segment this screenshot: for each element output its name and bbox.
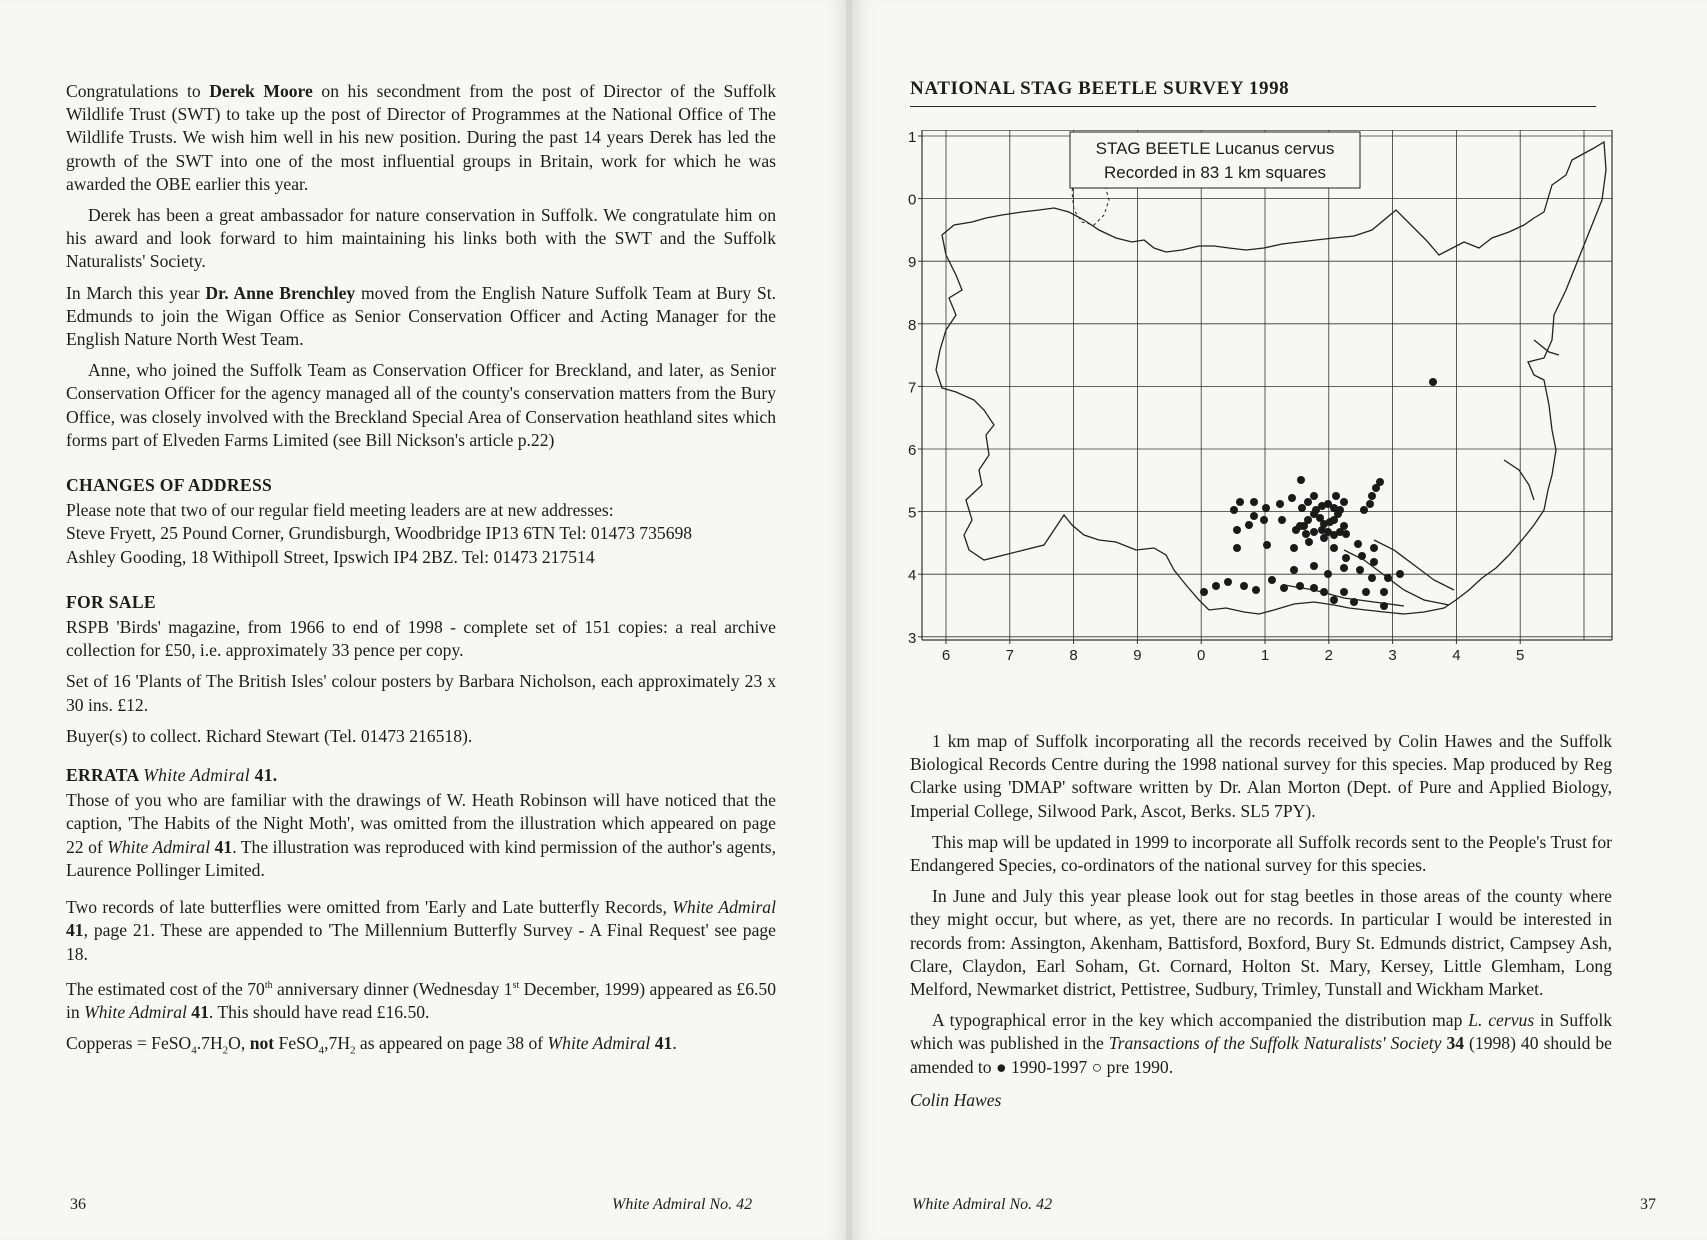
record-dot bbox=[1305, 538, 1313, 546]
journal-title: White Admiral bbox=[84, 1001, 187, 1022]
x-tick-label: 7 bbox=[1005, 647, 1014, 664]
x-tick-label: 3 bbox=[1388, 647, 1397, 664]
record-dot bbox=[1320, 588, 1328, 596]
text: 34 bbox=[1441, 1033, 1465, 1054]
record-dot bbox=[1368, 574, 1376, 582]
record-dots bbox=[1200, 378, 1437, 610]
paragraph-anne-breckland: Anne, who joined the Suffolk Team as Conservation Officer for Breckland, and later, as Senior Conservation Officer for the agency managed all of the county's conservation matters from the Bury Office, was closely involved with the Breckland Special Area of Conservation heathland sites which forms part of Elveden Farms Limited (see Bill Nickson's article p.22) bbox=[66, 360, 776, 450]
y-tick-label: 4 bbox=[908, 567, 917, 585]
sale-item-collect: Buyer(s) to collect. Richard Stewart (Tel. 01473 216518). bbox=[66, 725, 473, 746]
record-dot bbox=[1380, 602, 1388, 610]
suffolk-outline bbox=[936, 142, 1606, 614]
text: Two records of late butterflies were omitted from 'Early and Late butterfly Records, bbox=[66, 897, 673, 918]
record-dot bbox=[1310, 492, 1318, 500]
record-dot bbox=[1340, 564, 1348, 572]
y-tick-label: 9 bbox=[908, 254, 917, 272]
record-dot bbox=[1310, 528, 1318, 536]
county-boundary bbox=[936, 142, 1606, 614]
record-dot bbox=[1342, 554, 1350, 562]
text: Those of you who are familiar with the drawings of W. Heath Robinson will have noticed that the caption, 'The Habits of the Night Moth', was omitted from the illustration which appeared on page 22 of bbox=[66, 790, 776, 857]
record-dot bbox=[1330, 544, 1338, 552]
record-dot bbox=[1340, 522, 1348, 530]
record-dot bbox=[1370, 544, 1378, 552]
text: The estimated cost of the 70 bbox=[66, 978, 265, 999]
text: 41 bbox=[186, 1001, 209, 1022]
text: as appeared on page 38 of bbox=[355, 1032, 548, 1053]
record-dot bbox=[1268, 576, 1276, 584]
record-dot bbox=[1368, 492, 1376, 500]
journal-title: White Admiral bbox=[547, 1032, 651, 1053]
sale-item-posters: Set of 16 'Plants of The British Isles' colour posters by Barbara Nicholson, each approximately 23 x 30 ins. £12. bbox=[66, 671, 776, 715]
record-dot bbox=[1340, 588, 1348, 596]
caption-paragraph-2: This map will be updated in 1999 to incorporate all Suffolk records sent to the People's Trust for Endangered Species, co-ordinators of the national survey for this species. bbox=[910, 831, 1612, 876]
journal-title: White Admiral bbox=[672, 897, 776, 918]
y-tick-label: 3 bbox=[908, 629, 917, 647]
record-dot bbox=[1236, 498, 1244, 506]
record-dot bbox=[1429, 378, 1437, 386]
map-grid bbox=[922, 130, 1612, 640]
text: . This should have read £16.50. bbox=[208, 1001, 430, 1022]
text: ,7H bbox=[324, 1032, 351, 1053]
page-number-left: 36 bbox=[70, 1196, 86, 1213]
y-tick-label: 6 bbox=[908, 442, 917, 459]
y-tick-label: 0 bbox=[908, 191, 917, 209]
journal-title: White Admiral bbox=[107, 836, 211, 857]
text: in Suffolk which was published in the bbox=[910, 1010, 1613, 1054]
sale-item-birds-magazine: RSPB 'Birds' magazine, from 1966 to end of 1998 - complete set of 151 copies: a real archive collection for £50, i.e. approximately 33 pence per copy. bbox=[66, 617, 776, 661]
record-dot bbox=[1250, 512, 1258, 520]
record-dot bbox=[1260, 516, 1268, 524]
text: not bbox=[249, 1032, 275, 1053]
record-dot bbox=[1304, 498, 1312, 506]
record-dot bbox=[1245, 521, 1253, 529]
record-dot bbox=[1342, 530, 1350, 538]
record-dot bbox=[1370, 558, 1378, 566]
text: .7H bbox=[196, 1032, 223, 1053]
record-dot bbox=[1278, 516, 1286, 524]
record-dot bbox=[1290, 544, 1298, 552]
text: (1998) 40 should be amended to bbox=[910, 1033, 1612, 1077]
text: 4 bbox=[191, 1044, 197, 1057]
journal-title: Transactions of the Suffolk Naturalists' Society bbox=[1108, 1033, 1442, 1054]
paragraph-derek-moore bbox=[66, 80, 776, 196]
text: anniversary dinner (Wednesday 1 bbox=[272, 978, 513, 999]
record-dot bbox=[1212, 582, 1220, 590]
address-steve-fryett: Steve Fryett, 25 Pound Corner, Grundisburgh, Woodbridge IP13 6TN Tel: 01473 735698 bbox=[66, 523, 693, 544]
y-tick-label: 1 bbox=[908, 130, 917, 146]
text: 2 bbox=[350, 1044, 356, 1057]
text: 4 bbox=[318, 1044, 325, 1057]
address-ashley-gooding: Ashley Gooding, 18 Withipoll Street, Ipswich IP4 2BZ. Tel: 01473 217514 bbox=[66, 546, 595, 567]
record-dot bbox=[1358, 552, 1366, 560]
record-dot bbox=[1200, 588, 1208, 596]
record-dot bbox=[1396, 570, 1404, 578]
text: on his secondment from the post of Director of the Suffolk Wildlife Trust (SWT) to take up the post of Director of Programmes at the National Office of The Wildlife Trusts. We wish him well in his new position. During the past 14 years Derek has led the growth of the SWT into one of the most influential groups in Britain, work for which he was awarded the OBE earlier this year. bbox=[66, 81, 776, 194]
text: Copperas = FeSO bbox=[66, 1032, 192, 1053]
text: Congratulations to bbox=[66, 81, 210, 101]
species-name: L. cervus bbox=[1468, 1010, 1535, 1031]
survey-heading: NATIONAL STAG BEETLE SURVEY 1998 bbox=[910, 78, 1596, 107]
errata-copperas bbox=[66, 1032, 776, 1063]
estuary-deben bbox=[1374, 540, 1454, 590]
record-dot bbox=[1297, 476, 1305, 484]
record-dot bbox=[1233, 526, 1241, 534]
journal-footer-right: White Admiral No. 42 bbox=[912, 1196, 1053, 1213]
y-tick-label: 8 bbox=[908, 316, 917, 334]
record-dot bbox=[1224, 578, 1232, 586]
x-tick-label: 9 bbox=[1133, 647, 1142, 664]
text: 41 bbox=[66, 920, 84, 941]
person-name: Dr. Anne Brenchley bbox=[205, 282, 356, 303]
caption-paragraph-4 bbox=[910, 1009, 1612, 1079]
changes-intro: Please note that two of our regular field meeting leaders are at new addresses: bbox=[66, 500, 614, 521]
record-dot bbox=[1240, 582, 1248, 590]
text: December, 1999) appeared as £6.50 in bbox=[66, 978, 776, 1022]
x-tick-label: 4 bbox=[1452, 647, 1461, 664]
record-dot bbox=[1230, 506, 1238, 514]
text: 41 bbox=[210, 836, 233, 857]
errata-butterfly-records bbox=[66, 896, 776, 966]
caption-paragraph-1: 1 km map of Suffolk incorporating all the records received by Colin Hawes and the Suffolk Biological Records Centre during the 1998 national survey for this species. Map produced by Reg Clarke using 'DMAP' software written by Dr. Alan Morton (Dept. of Pure and Applied Biology, Imperial College, Silwood Park, Ascot, Berks. SL5 7PY). bbox=[910, 731, 1612, 821]
map-title-line2: Recorded in 83 1 km squares bbox=[1103, 163, 1327, 182]
caption-paragraph-3: In June and July this year please look out for stag beetles in those areas of the county where they might occur, but where, as yet, there are no records. In particular I would be interested in records from: Assington, Akenham, Battisford, Boxford, Bury St. Edmunds district, Campsey Ash, Clare, Claydon, Earl Soham, Gt. Cornard, Holton St. Mary, Kersey, Little Glemham, Long Melford, Newmarket district, Pettistree, Sudbury, Trimley, Tunstall and Wickham Market. bbox=[910, 886, 1612, 1000]
record-dot bbox=[1233, 544, 1241, 552]
record-dot bbox=[1324, 570, 1332, 578]
text: . bbox=[672, 1032, 677, 1053]
x-tick-label: 6 bbox=[941, 647, 951, 664]
record-dot bbox=[1302, 530, 1310, 538]
key-open-dot: ○ pre 1990. bbox=[1091, 1056, 1174, 1077]
page-number-right: 37 bbox=[1640, 1196, 1656, 1213]
record-dot bbox=[1310, 562, 1318, 570]
record-dot bbox=[1263, 541, 1271, 549]
record-dot bbox=[1356, 566, 1364, 574]
journal-title: White Admiral bbox=[143, 765, 250, 786]
record-dot bbox=[1384, 574, 1392, 582]
for-sale-heading: FOR SALE bbox=[66, 591, 156, 612]
river-alde bbox=[1504, 460, 1534, 500]
record-dot bbox=[1366, 500, 1374, 508]
record-dot bbox=[1250, 498, 1258, 506]
text: O, bbox=[228, 1032, 250, 1053]
record-dot bbox=[1252, 586, 1260, 594]
journal-footer-left: White Admiral No. 42 bbox=[612, 1196, 753, 1213]
text: . The illustration was reproduced with kind permission of the author's agents, Laurence Pollinger Limited. bbox=[66, 836, 776, 880]
text: st bbox=[512, 979, 520, 991]
x-tick-label: 2 bbox=[1324, 647, 1333, 664]
x-tick-label: 0 bbox=[1197, 647, 1206, 664]
record-dot bbox=[1332, 492, 1340, 500]
text: A typographical error in the key which accompanied the distribution map bbox=[932, 1010, 1469, 1031]
left-page-column bbox=[66, 80, 776, 1071]
record-dot bbox=[1336, 506, 1344, 514]
x-tick-label: 1 bbox=[1260, 647, 1270, 664]
errata-dinner-cost bbox=[66, 974, 776, 1024]
record-dot bbox=[1288, 494, 1296, 502]
changes-of-address-heading: CHANGES OF ADDRESS bbox=[66, 475, 273, 496]
record-dot bbox=[1310, 584, 1318, 592]
right-page bbox=[852, 0, 1707, 1240]
right-page-column bbox=[910, 730, 1612, 1120]
record-dot bbox=[1360, 506, 1368, 514]
paragraph-derek-ambassador: Derek has been a great ambassador for nature conservation in Suffolk. We congratulate him on his award and look forward to him maintaining his links both with the SWT and the Suffolk Naturalists' Society. bbox=[66, 205, 776, 272]
text: th bbox=[264, 979, 273, 991]
record-dot bbox=[1340, 498, 1348, 506]
person-name: Derek Moore bbox=[209, 81, 313, 101]
text: moved from the English Nature Suffolk Team at Bury St. Edmunds to join the Wigan Office as Senior Conservation Officer and Acting Manager for the English Nature North West Team. bbox=[66, 282, 776, 350]
distribution-map bbox=[904, 130, 1624, 710]
text: In March this year bbox=[66, 282, 206, 303]
record-dot bbox=[1262, 504, 1270, 512]
text: 2 bbox=[222, 1044, 229, 1057]
distribution-map-svg bbox=[904, 130, 1624, 710]
record-dot bbox=[1330, 596, 1338, 604]
author-signature: Colin Hawes bbox=[910, 1089, 1002, 1110]
errata-night-moth bbox=[66, 789, 776, 882]
record-dot bbox=[1298, 504, 1306, 512]
record-dot bbox=[1290, 566, 1298, 574]
record-dot bbox=[1350, 598, 1358, 606]
paragraph-anne-brenchley bbox=[66, 282, 776, 352]
map-title-line1: STAG BEETLE Lucanus cervus bbox=[1095, 139, 1335, 158]
x-tick-label: 8 bbox=[1069, 647, 1078, 664]
record-dot bbox=[1296, 522, 1304, 530]
y-tick-label: 5 bbox=[908, 504, 917, 522]
record-dot bbox=[1354, 540, 1362, 548]
text: 41 bbox=[650, 1032, 673, 1053]
x-tick-label: 5 bbox=[1516, 647, 1525, 664]
key-filled-dot: ● 1990-1997 bbox=[995, 1056, 1088, 1077]
record-dot bbox=[1280, 584, 1288, 592]
text: , page 21. These are appended to 'The Millennium Butterfly Survey - A Final Request' see page 18. bbox=[66, 920, 776, 964]
left-page bbox=[0, 0, 848, 1240]
record-dot bbox=[1380, 588, 1388, 596]
record-dot bbox=[1376, 478, 1384, 486]
text: FeSO bbox=[274, 1032, 319, 1053]
errata-heading bbox=[66, 764, 776, 787]
text: ERRATA bbox=[66, 765, 139, 786]
text: 41. bbox=[249, 765, 278, 786]
record-dot bbox=[1276, 500, 1284, 508]
y-tick-label: 7 bbox=[908, 379, 917, 397]
record-dot bbox=[1296, 582, 1304, 590]
record-dot bbox=[1304, 516, 1312, 524]
record-dot bbox=[1362, 588, 1370, 596]
